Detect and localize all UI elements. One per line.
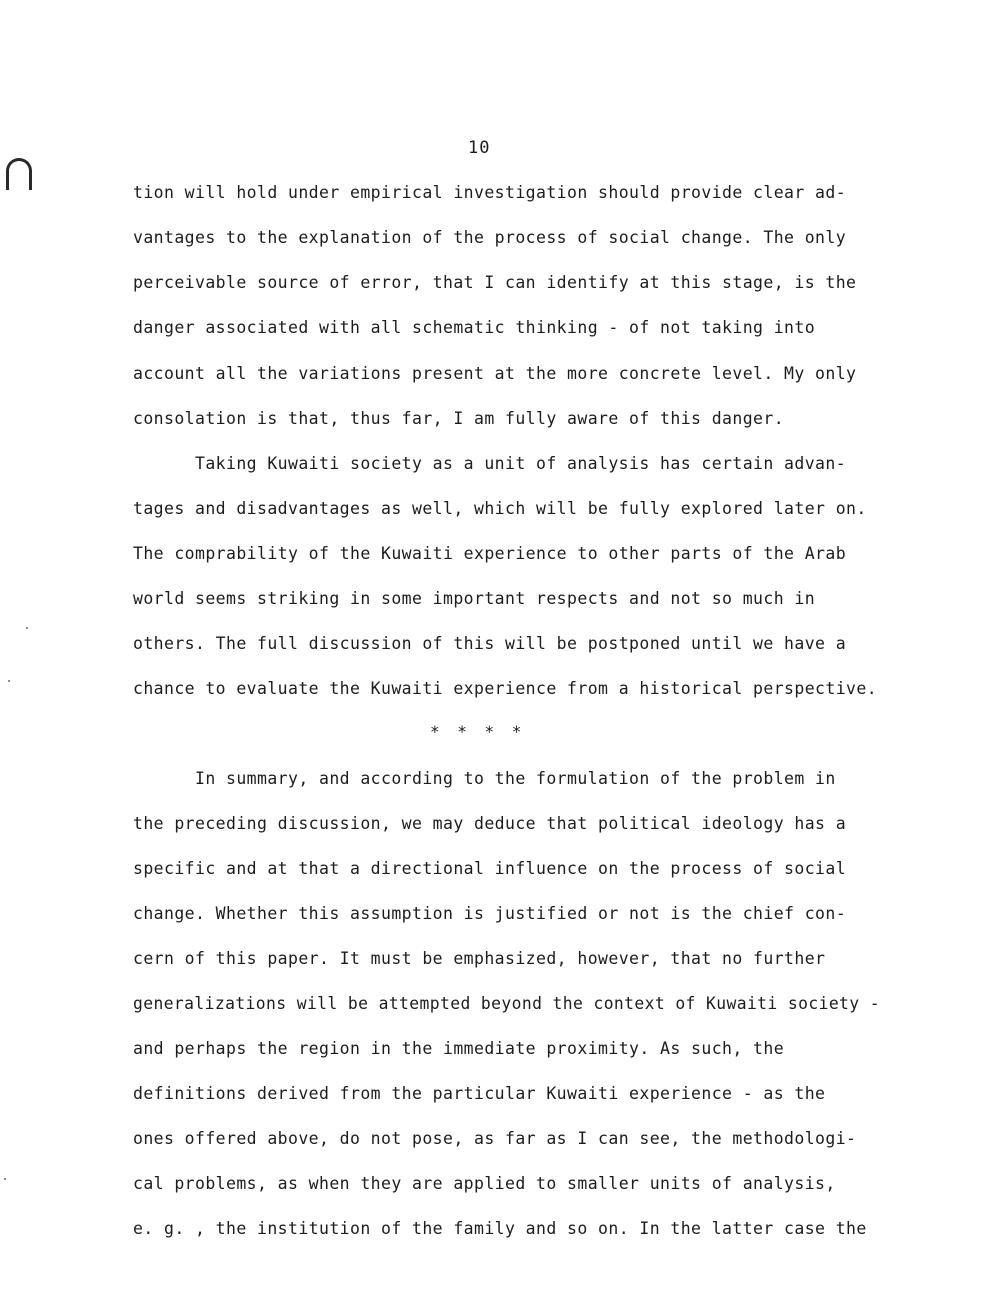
paragraph1-line: tion will hold under empirical investigation should provide clear ad- bbox=[133, 183, 847, 202]
paragraph3-line: cal problems, as when they are applied to smaller units of analysis, bbox=[133, 1174, 836, 1193]
binder-hole-mark bbox=[6, 158, 32, 190]
paragraph2-line: world seems striking in some important respects and not so much in bbox=[133, 589, 816, 608]
scan-speck bbox=[4, 1178, 6, 1180]
paragraph2-line: tages and disadvantages as well, which will be fully explored later on. bbox=[133, 499, 867, 518]
scan-speck bbox=[26, 627, 28, 629]
paragraph3-line: definitions derived from the particular Kuwaiti experience - as the bbox=[133, 1084, 826, 1103]
paragraph1-line: danger associated with all schematic thinking - of not taking into bbox=[133, 318, 816, 337]
section-separator: * * * * bbox=[430, 722, 526, 741]
paragraph2-line: Taking Kuwaiti society as a unit of analysis has certain advan- bbox=[195, 454, 847, 473]
paragraph1-line: perceivable source of error, that I can identify at this stage, is the bbox=[133, 273, 857, 292]
paragraph2-line: others. The full discussion of this will be postponed until we have a bbox=[133, 634, 847, 653]
paragraph3-line: cern of this paper. It must be emphasized, however, that no further bbox=[133, 949, 826, 968]
paragraph1-line: account all the variations present at the more concrete level. My only bbox=[133, 364, 857, 383]
paragraph3-line: ones offered above, do not pose, as far as I can see, the methodologi- bbox=[133, 1129, 857, 1148]
paragraph3-line: and perhaps the region in the immediate proximity. As such, the bbox=[133, 1039, 785, 1058]
paragraph2-line: The comprability of the Kuwaiti experience to other parts of the Arab bbox=[133, 544, 847, 563]
paragraph2-line: chance to evaluate the Kuwaiti experience from a historical perspective. bbox=[133, 679, 878, 698]
paragraph3-line: In summary, and according to the formulation of the problem in bbox=[195, 769, 836, 788]
paragraph3-line: e. g. , the institution of the family and so on. In the latter case the bbox=[133, 1219, 867, 1238]
paragraph3-line: the preceding discussion, we may deduce that political ideology has a bbox=[133, 814, 847, 833]
paragraph3-line: generalizations will be attempted beyond the context of Kuwaiti society - bbox=[133, 994, 880, 1013]
paragraph3-line: specific and at that a directional influence on the process of social bbox=[133, 859, 847, 878]
paragraph1-line: consolation is that, thus far, I am fully aware of this danger. bbox=[133, 409, 785, 428]
paragraph3-line: change. Whether this assumption is justified or not is the chief con- bbox=[133, 904, 847, 923]
page-number: 10 bbox=[468, 138, 491, 158]
scan-speck bbox=[8, 680, 10, 682]
paragraph1-line: vantages to the explanation of the process of social change. The only bbox=[133, 228, 847, 247]
